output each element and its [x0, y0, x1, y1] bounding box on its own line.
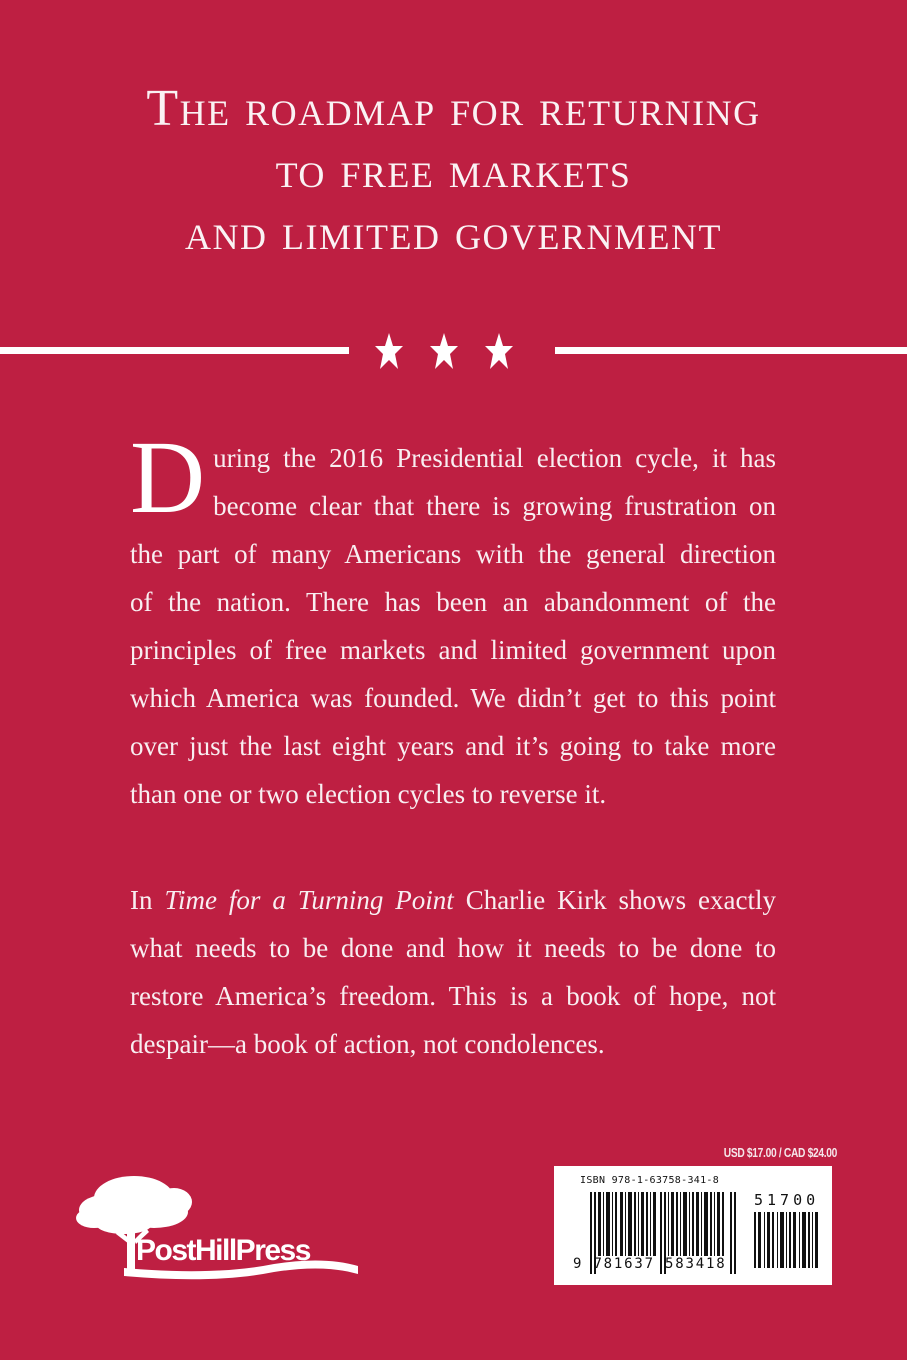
publisher-logo — [74, 1168, 358, 1280]
addon-barcode-bars-icon — [754, 1212, 820, 1268]
star-icon — [429, 331, 459, 371]
paragraph-line: of the nation. There has been an abandonment of the — [130, 587, 776, 617]
tagline-line-3: and limited government — [185, 204, 722, 261]
paragraph-line: become clear that there is growing frustration on — [213, 491, 776, 521]
paragraph-prefix: In — [130, 885, 165, 915]
star-divider — [0, 330, 907, 370]
star-icon — [374, 331, 404, 371]
ean-digits: 9 781637 583418 — [573, 1256, 727, 1272]
paragraph-line: which America was founded. We didn’t get to this point — [130, 683, 776, 713]
isbn-label: ISBN 978-1-63758-341-8 — [580, 1175, 720, 1186]
description-paragraph-1 — [130, 420, 776, 818]
paragraph-line: despair—a book of action, not condolences. — [130, 1029, 605, 1059]
divider-rule-left — [0, 347, 349, 354]
tagline-line-1: The roadmap for returning — [146, 80, 761, 137]
tagline — [0, 78, 907, 264]
paragraph-line — [130, 876, 776, 924]
star-icon — [484, 331, 514, 371]
price-addon-digits: 51700 — [754, 1191, 820, 1209]
paragraph-line: restore America’s freedom. This is a book of hope, not — [130, 981, 776, 1011]
paragraph-line: over just the last eight years and it’s going to take more — [130, 731, 776, 761]
divider-rule-right — [555, 347, 907, 354]
price-label: USD $17.00 / CAD $24.00 — [723, 1146, 838, 1160]
paragraph-text: Charlie Kirk shows exactly — [453, 885, 776, 915]
tagline-line-2: to free markets — [275, 142, 632, 199]
isbn-barcode — [554, 1166, 832, 1285]
paragraph-line: the part of many Americans with the general direction — [130, 539, 776, 569]
book-title: Time for a Turning Point — [164, 885, 454, 915]
paragraph-line: uring the 2016 Presidential election cycle, it has — [213, 443, 776, 473]
drop-cap: D — [130, 420, 206, 535]
paragraph-line: than one or two election cycles to reverse it. — [130, 779, 607, 809]
publisher-name: PostHillPress — [136, 1234, 310, 1267]
paragraph-line: what needs to be done and how it needs to be done to — [130, 933, 776, 963]
description-paragraph-2 — [130, 876, 776, 1068]
stars-group — [374, 330, 534, 370]
paragraph-line: principles of free markets and limited government upon — [130, 635, 776, 665]
